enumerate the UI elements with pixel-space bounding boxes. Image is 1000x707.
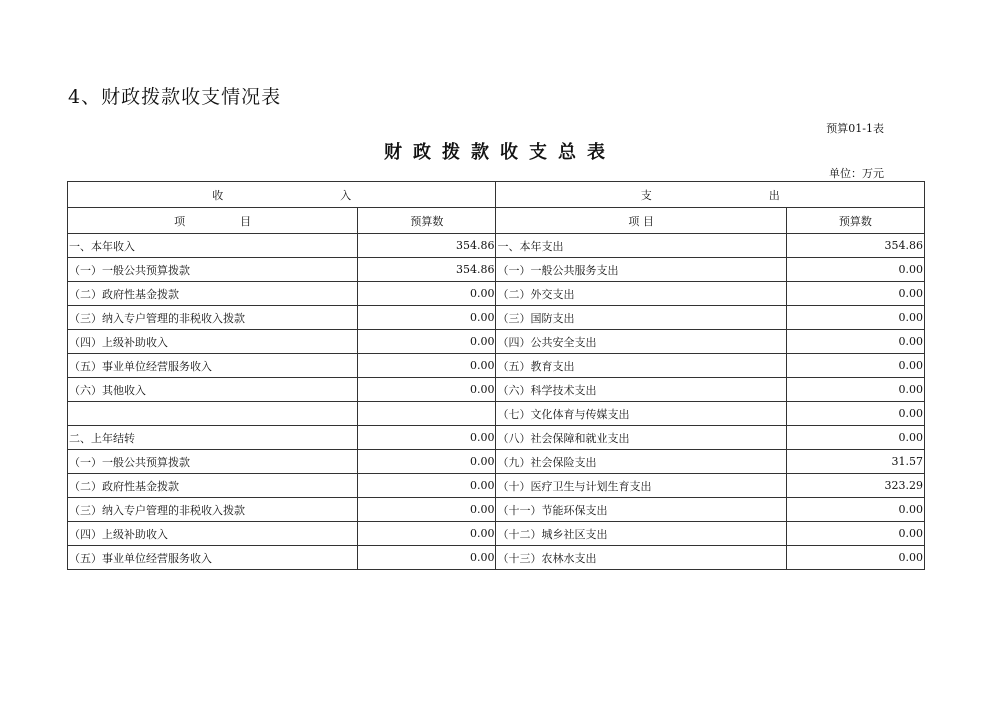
income-item-cell: （四）上级补助收入 xyxy=(68,522,358,546)
income-value-cell: 354.86 xyxy=(358,234,496,258)
expense-value-cell: 0.00 xyxy=(786,354,924,378)
income-value-cell: 0.00 xyxy=(358,546,496,570)
income-value-cell: 0.00 xyxy=(358,354,496,378)
income-item-cell xyxy=(68,402,358,426)
income-item-cell: 一、本年收入 xyxy=(68,234,358,258)
unit-label: 单位：万元 xyxy=(829,167,884,180)
table-row xyxy=(68,426,925,450)
expense-item-header: 项 目 xyxy=(496,208,786,234)
expense-item-cell: （九）社会保险支出 xyxy=(496,450,786,474)
income-value-cell: 0.00 xyxy=(358,426,496,450)
income-item-cell: （四）上级补助收入 xyxy=(68,330,358,354)
income-item-header-char1: 项 xyxy=(174,214,186,228)
income-value-cell xyxy=(358,402,496,426)
expense-item-cell: （三）国防支出 xyxy=(496,306,786,330)
header-row-sub xyxy=(68,208,925,234)
expense-value-cell: 0.00 xyxy=(786,330,924,354)
income-value-cell: 0.00 xyxy=(358,450,496,474)
income-item-header-char2: 目 xyxy=(240,214,252,228)
expense-value-cell: 0.00 xyxy=(786,426,924,450)
income-value-cell: 0.00 xyxy=(358,306,496,330)
expense-value-cell: 0.00 xyxy=(786,402,924,426)
table-row xyxy=(68,498,925,522)
income-item-cell: （六）其他收入 xyxy=(68,378,358,402)
expense-value-cell: 0.00 xyxy=(786,546,924,570)
expense-item-cell: （十二）城乡社区支出 xyxy=(496,522,786,546)
income-item-cell: （二）政府性基金拨款 xyxy=(68,282,358,306)
expense-item-cell: （八）社会保障和就业支出 xyxy=(496,426,786,450)
expense-item-cell: （七）文化体育与传媒支出 xyxy=(496,402,786,426)
expense-item-cell: 一、本年支出 xyxy=(496,234,786,258)
expense-item-cell: （一）一般公共服务支出 xyxy=(496,258,786,282)
expense-header-char2: 出 xyxy=(768,188,780,202)
expense-item-cell: （二）外交支出 xyxy=(496,282,786,306)
expense-item-cell: （十三）农林水支出 xyxy=(496,546,786,570)
table-row xyxy=(68,306,925,330)
income-value-cell: 0.00 xyxy=(358,330,496,354)
table-row xyxy=(68,354,925,378)
table-row xyxy=(68,282,925,306)
income-item-cell: （三）纳入专户管理的非税收入拨款 xyxy=(68,498,358,522)
income-value-cell: 354.86 xyxy=(358,258,496,282)
income-budget-header: 预算数 xyxy=(358,208,496,234)
table-title: 财政拨款收支总表 xyxy=(384,142,616,163)
table-code: 预算01-1表 xyxy=(826,122,884,135)
income-item-cell: 二、上年结转 xyxy=(68,426,358,450)
income-item-cell: （一）一般公共预算拨款 xyxy=(68,258,358,282)
expense-value-cell: 0.00 xyxy=(786,522,924,546)
income-item-header xyxy=(68,208,358,234)
income-value-cell: 0.00 xyxy=(358,474,496,498)
table-row xyxy=(68,378,925,402)
income-value-cell: 0.00 xyxy=(358,498,496,522)
expense-item-cell: （四）公共安全支出 xyxy=(496,330,786,354)
expense-header-char1: 支 xyxy=(640,188,652,202)
income-value-cell: 0.00 xyxy=(358,522,496,546)
table-row xyxy=(68,546,925,570)
income-item-cell: （三）纳入专户管理的非税收入拨款 xyxy=(68,306,358,330)
table-row xyxy=(68,522,925,546)
expense-value-cell: 354.86 xyxy=(786,234,924,258)
expense-value-cell: 0.00 xyxy=(786,378,924,402)
budget-table xyxy=(67,181,925,570)
table-row xyxy=(68,258,925,282)
table-row xyxy=(68,234,925,258)
expense-value-cell: 0.00 xyxy=(786,498,924,522)
expense-value-cell: 0.00 xyxy=(786,282,924,306)
expense-item-cell: （六）科学技术支出 xyxy=(496,378,786,402)
expense-value-cell: 323.29 xyxy=(786,474,924,498)
income-item-cell: （一）一般公共预算拨款 xyxy=(68,450,358,474)
income-item-cell: （二）政府性基金拨款 xyxy=(68,474,358,498)
expense-header xyxy=(496,182,925,208)
income-value-cell: 0.00 xyxy=(358,378,496,402)
table-row xyxy=(68,330,925,354)
income-item-cell: （五）事业单位经营服务收入 xyxy=(68,546,358,570)
income-item-cell: （五）事业单位经营服务收入 xyxy=(68,354,358,378)
expense-item-cell: （十）医疗卫生与计划生育支出 xyxy=(496,474,786,498)
expense-value-cell: 0.00 xyxy=(786,306,924,330)
expense-value-cell: 31.57 xyxy=(786,450,924,474)
expense-value-cell: 0.00 xyxy=(786,258,924,282)
table-row xyxy=(68,450,925,474)
income-header-char1: 收 xyxy=(212,188,224,202)
header-row-top xyxy=(68,182,925,208)
section-title: 4、财政拨款收支情况表 xyxy=(68,86,282,108)
expense-item-cell: （五）教育支出 xyxy=(496,354,786,378)
income-value-cell: 0.00 xyxy=(358,282,496,306)
expense-budget-header: 预算数 xyxy=(786,208,924,234)
income-header-char2: 入 xyxy=(340,188,352,202)
expense-item-cell: （十一）节能环保支出 xyxy=(496,498,786,522)
income-header xyxy=(68,182,496,208)
table-row xyxy=(68,474,925,498)
table-row xyxy=(68,402,925,426)
